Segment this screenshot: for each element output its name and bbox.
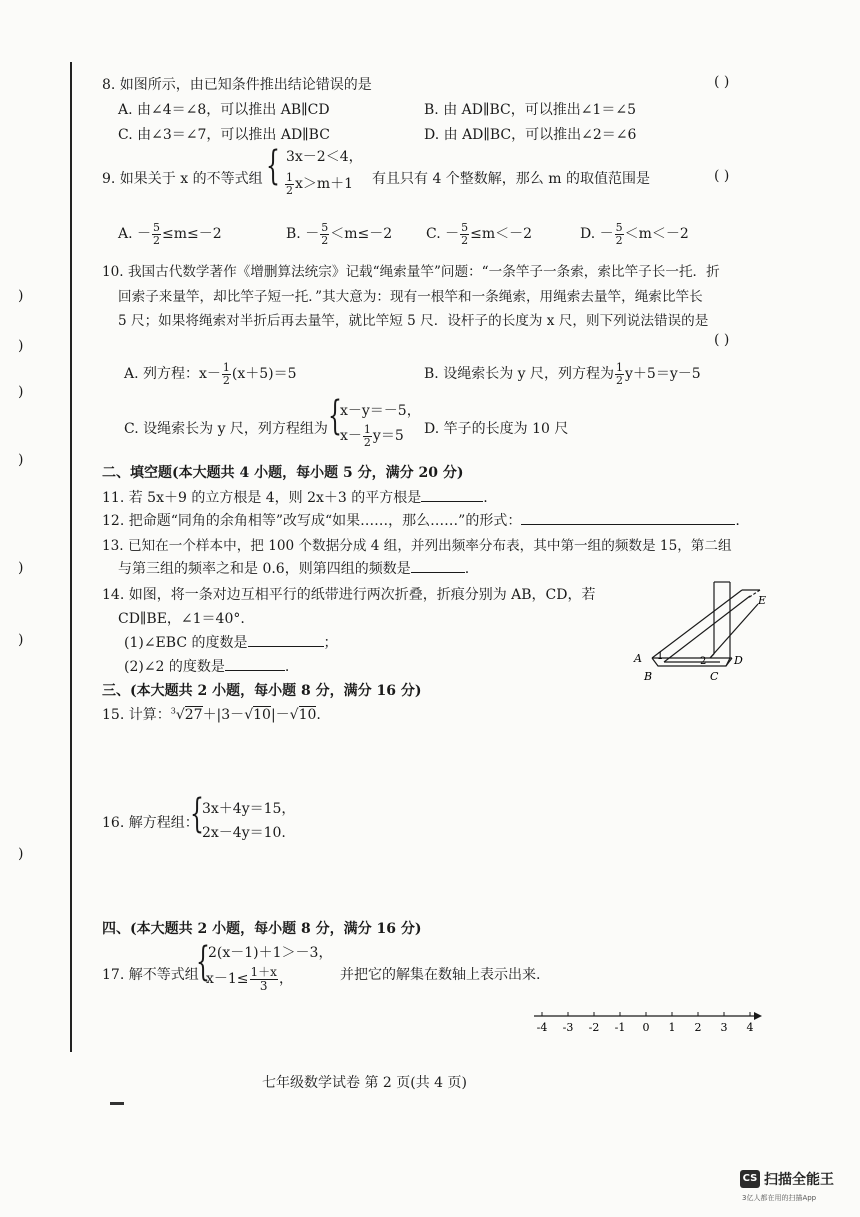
axis-tick-label: -4 [536,1021,548,1034]
page-footer: 七年级数学试卷 第 2 页(共 4 页) [262,1075,467,1091]
q14-line-2: CD∥BE，∠1＝40°. [118,611,245,627]
q10-option-b: B. 设绳索长为 y 尺，列方程为 $\frac{1}{2}$ y＋5＝y－5 [424,361,701,387]
q9-suffix: 有且只有 4 个整数解，那么 m 的取值范围是 [372,171,650,187]
answer-blank[interactable] [411,559,465,573]
q10-line-2: 回索子来量竿，却比竿子短一托．”其大意为：现有一根竿和一条绳索，用绳索去量竿，绳索比竿长 [118,289,703,305]
label-e: E [758,594,767,607]
axis-tick-label: -3 [562,1021,574,1034]
q8-option-d: D. 由 AD∥BC，可以推出∠2＝∠6 [424,127,637,143]
answer-blank[interactable] [225,657,285,671]
q8-option-b: B. 由 AD∥BC，可以推出∠1＝∠5 [424,102,636,118]
q9-inequality-1: 3x－2＜4， [286,149,363,165]
system-brace: { [196,939,210,985]
margin-mark: ) [18,846,24,862]
axis-tick-label: 1 [668,1021,676,1034]
scanner-logo-icon: CS [740,1170,760,1188]
q17-inequality-1: 2(x－1)＋1＞－3， [208,945,333,961]
q11-text: 11. 若 5x＋9 的立方根是 4，则 2x＋3 的平方根是 . [102,490,488,506]
q17-prefix: 17. 解不等式组 [102,967,199,983]
answer-paren: ( ) [714,168,730,184]
q14-line-1: 14. 如图，将一条对边互相平行的纸带进行两次折叠，折痕分别为 AB，CD，若 [102,587,596,603]
q10-option-c: C. 设绳索长为 y 尺，列方程组为 [124,421,328,437]
margin-mark: ) [18,452,24,468]
q10-line-1: 10. 我国古代数学著作《增删算法统宗》记载“绳索量竿”问题：“一条竿子一条索，索比竿子长一托．折 [102,264,720,280]
q14-sub-1: (1)∠EBC 的度数是 ； [124,635,338,651]
label-d: D [734,654,743,667]
axis-tick-label: 2 [694,1021,702,1034]
q14-sub-2: (2)∠2 的度数是 . [124,659,290,675]
q8-stem: 8. 如图所示，由已知条件推出结论错误的是 [102,77,372,93]
q13-line-1: 13. 已知在一个样本中，把 100 个数据分成 4 组，并列出频率分布表，其中第一组的频数是 15，第二组 [102,538,732,554]
q10-line-3: 5 尺；如果将绳索对半折后再去量竿，就比竿短 5 尺．设杆子的长度为 x 尺，则下列说法错误的是 [118,313,709,329]
q9-option-c: C. － $\frac{5}{2}$ ≤m＜－2 [426,221,533,247]
axis-tick-label: 0 [642,1021,650,1034]
angle-2-label: 2 [700,656,707,667]
q12-text: 12. 把命题“同角的余角相等”改写成“如果……，那么……”的形式： . [102,513,740,529]
number-line-ticks [537,1012,754,1034]
angle-1-label: 1 [657,651,664,662]
axis-tick-label: -2 [588,1021,600,1034]
binding-margin-line [70,62,72,1052]
label-b: B [644,670,653,683]
system-brace: { [328,393,342,439]
axis-tick-label: 3 [720,1021,728,1034]
answer-blank[interactable] [421,488,483,502]
q17-suffix: 并把它的解集在数轴上表示出来. [340,967,541,983]
q15-expression: 15. 计算：$^3$√27＋|3－√10|－√10. [102,706,321,723]
q9-prefix: 9. 如果关于 x 的不等式组 [102,171,263,187]
q9-inequality-2: $\frac{1}{2}$ x＞m＋1 [286,171,354,197]
print-mark [110,1102,124,1105]
q10-option-d: D. 竿子的长度为 10 尺 [424,421,569,437]
q9-option-b: B. － $\frac{5}{2}$ ＜m≤－2 [286,221,393,247]
section-2-heading: 二、填空题(本大题共 4 小题，每小题 5 分，满分 20 分) [102,465,464,481]
margin-mark: ) [18,338,24,354]
section-3-heading: 三、(本大题共 2 小题，每小题 8 分，满分 16 分) [102,683,422,699]
paper-fold-figure [630,574,770,686]
q10-c-equation-1: x－y＝－5， [340,403,421,419]
scanner-app-name: 扫描全能王 [764,1172,834,1188]
q16-equation-2: 2x－4y＝10. [202,825,286,841]
axis-tick-label: 4 [746,1021,754,1034]
q8-option-a: A. 由∠4＝∠8，可以推出 AB∥CD [118,102,330,118]
system-brace: { [266,143,280,189]
margin-mark: ) [18,560,24,576]
system-brace: { [190,791,204,837]
q9-option-a: A. － $\frac{5}{2}$ ≤m≤－2 [118,221,222,247]
q9-option-d: D. － $\frac{5}{2}$ ＜m＜－2 [580,221,689,247]
q13-line-2: 与第三组的频率之和是 0.6，则第四组的频数是 . [118,561,470,577]
label-a: A [634,652,642,665]
q16-prefix: 16. 解方程组： [102,815,199,831]
answer-paren: ( ) [714,74,730,90]
q10-c-equation-2: x－ $\frac{1}{2}$ y＝5 [340,423,404,449]
number-line [530,1006,766,1038]
axis-tick-label: -1 [614,1021,626,1034]
answer-paren: ( ) [714,332,730,348]
q17-inequality-2: x－1≤ $\frac{1+x}{3}$ ， [206,965,293,993]
answer-blank[interactable] [521,511,735,525]
margin-mark: ) [18,384,24,400]
q10-option-a: A. 列方程：x－ $\frac{1}{2}$ (x＋5)＝5 [124,361,297,387]
margin-mark: ) [18,288,24,304]
section-4-heading: 四、(本大题共 2 小题，每小题 8 分，满分 16 分) [102,921,422,937]
q16-equation-1: 3x＋4y＝15， [202,801,296,817]
scanner-tagline: 3亿人都在用的扫描App [742,1194,817,1202]
label-c: C [710,670,719,683]
q8-option-c: C. 由∠3＝∠7，可以推出 AD∥BC [118,127,330,143]
margin-mark: ) [18,632,24,648]
answer-blank[interactable] [248,633,324,647]
